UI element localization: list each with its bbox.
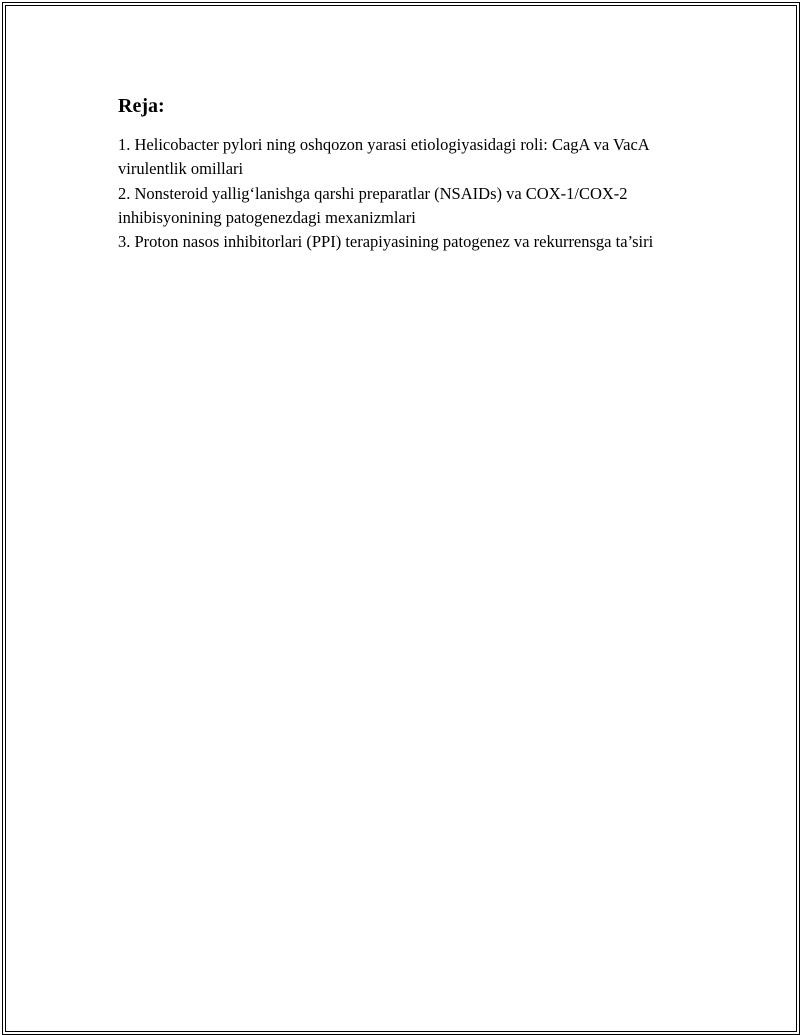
plan-list: [118, 133, 678, 254]
plan-item-2: 2. Nonsteroid yallig‘lanishga qarshi preparatlar (NSAIDs) va COX-1/COX-2 inhibisyonining patogenezdagi mexanizmlari: [118, 183, 628, 227]
plan-item-3: 3. Proton nasos inhibitorlari (PPI) terapiyasining patogenez va rekurrensga ta’siri: [118, 232, 654, 252]
plan-item-1: 1. Helicobacter pylori ning oshqozon yarasi etiologiyasidagi roli: CagA va VacA virulentlik omillari: [118, 135, 649, 179]
document-body: [118, 93, 678, 254]
plan-heading: Reja:: [118, 95, 165, 117]
